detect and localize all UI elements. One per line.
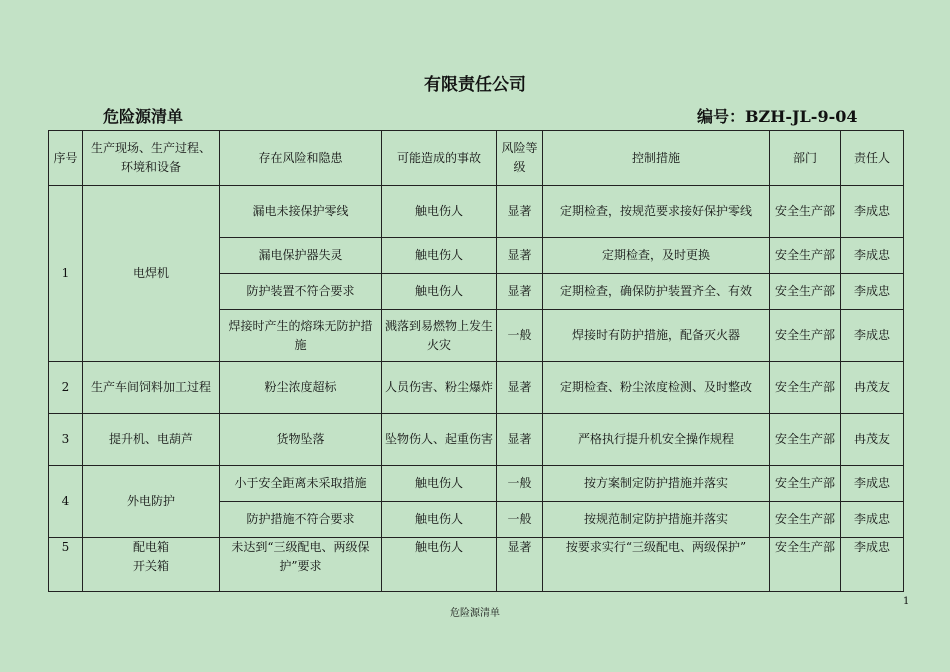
document-code xyxy=(697,104,857,127)
cell-owner: 冉茂友 xyxy=(841,414,904,466)
cell-owner: 李成忠 xyxy=(841,186,904,238)
cell-dept: 安全生产部 xyxy=(770,538,841,592)
cell-risk: 粉尘浓度超标 xyxy=(220,362,382,414)
cell-dept: 安全生产部 xyxy=(770,502,841,538)
cell-dept: 安全生产部 xyxy=(770,414,841,466)
company-name: 有限责任公司 xyxy=(424,75,526,95)
cell-owner: 李成忠 xyxy=(841,538,904,592)
header-seq: 序号 xyxy=(49,131,83,186)
cell-control: 定期检查，及时更换 xyxy=(543,238,770,274)
cell-control: 按方案制定防护措施并落实 xyxy=(543,466,770,502)
table-row xyxy=(49,414,904,466)
cell-risk: 焊接时产生的熔珠无防护措施 xyxy=(220,310,382,362)
cell-site xyxy=(83,538,220,592)
header-accident: 可能造成的事故 xyxy=(382,131,497,186)
cell-accident: 触电伤人 xyxy=(382,466,497,502)
cell-control: 按规范制定防护措施并落实 xyxy=(543,502,770,538)
page-footer: 危险源清单 xyxy=(450,608,500,619)
cell-seq: 1 xyxy=(49,186,83,362)
cell-dept: 安全生产部 xyxy=(770,274,841,310)
cell-dept: 安全生产部 xyxy=(770,238,841,274)
cell-seq: 3 xyxy=(49,414,83,466)
header-risk: 存在风险和隐患 xyxy=(220,131,382,186)
header-dept: 部门 xyxy=(770,131,841,186)
page-number: 1 xyxy=(903,596,910,607)
cell-accident: 触电伤人 xyxy=(382,238,497,274)
cell-level: 一般 xyxy=(497,502,543,538)
cell-accident: 触电伤人 xyxy=(382,538,497,592)
table-header-row xyxy=(49,131,904,186)
cell-control: 焊接时有防护措施，配备灭火器 xyxy=(543,310,770,362)
cell-level: 显著 xyxy=(497,362,543,414)
cell-dept: 安全生产部 xyxy=(770,362,841,414)
cell-level: 显著 xyxy=(497,238,543,274)
cell-risk: 防护措施不符合要求 xyxy=(220,502,382,538)
cell-site: 外电防护 xyxy=(83,466,220,538)
cell-accident: 触电伤人 xyxy=(382,274,497,310)
header-control: 控制措施 xyxy=(543,131,770,186)
cell-level: 显著 xyxy=(497,414,543,466)
cell-risk: 防护装置不符合要求 xyxy=(220,274,382,310)
cell-control: 严格执行提升机安全操作规程 xyxy=(543,414,770,466)
cell-owner: 李成忠 xyxy=(841,502,904,538)
hazard-table xyxy=(48,130,904,592)
cell-level: 显著 xyxy=(497,186,543,238)
cell-risk: 未达到“三级配电、两级保护”要求 xyxy=(220,538,382,592)
cell-level: 显著 xyxy=(497,274,543,310)
table-row xyxy=(49,186,904,238)
cell-seq: 4 xyxy=(49,466,83,538)
cell-seq: 2 xyxy=(49,362,83,414)
cell-accident: 触电伤人 xyxy=(382,502,497,538)
cell-control: 定期检查、粉尘浓度检测、及时整改 xyxy=(543,362,770,414)
cell-accident: 触电伤人 xyxy=(382,186,497,238)
cell-accident: 人员伤害、粉尘爆炸 xyxy=(382,362,497,414)
cell-control: 定期检查，确保防护装置齐全、有效 xyxy=(543,274,770,310)
document-title: 危险源清单 xyxy=(103,107,184,126)
cell-accident: 溅落到易燃物上发生火灾 xyxy=(382,310,497,362)
document-code-value: BZH-JL-9-04 xyxy=(745,107,858,126)
table-row xyxy=(49,538,904,592)
cell-control: 按要求实行“三级配电、两级保护” xyxy=(543,538,770,592)
cell-level: 一般 xyxy=(497,310,543,362)
cell-owner: 冉茂友 xyxy=(841,362,904,414)
cell-owner: 李成忠 xyxy=(841,238,904,274)
cell-dept: 安全生产部 xyxy=(770,466,841,502)
table-row xyxy=(49,362,904,414)
cell-owner: 李成忠 xyxy=(841,310,904,362)
cell-risk: 小于安全距离未采取措施 xyxy=(220,466,382,502)
cell-dept: 安全生产部 xyxy=(770,310,841,362)
cell-level: 一般 xyxy=(497,466,543,502)
cell-site-line1: 配电箱 xyxy=(132,540,169,554)
cell-seq: 5 xyxy=(49,538,83,592)
table-row xyxy=(49,466,904,502)
cell-site: 提升机、电葫芦 xyxy=(83,414,220,466)
cell-risk: 货物坠落 xyxy=(220,414,382,466)
cell-control: 定期检查，按规范要求接好保护零线 xyxy=(543,186,770,238)
cell-dept: 安全生产部 xyxy=(770,186,841,238)
cell-site-line2: 开关箱 xyxy=(132,558,169,573)
cell-site: 生产车间饲料加工过程 xyxy=(83,362,220,414)
cell-owner: 李成忠 xyxy=(841,466,904,502)
cell-risk: 漏电保护器失灵 xyxy=(220,238,382,274)
cell-risk: 漏电未接保护零线 xyxy=(220,186,382,238)
cell-accident: 坠物伤人、起重伤害 xyxy=(382,414,497,466)
cell-owner: 李成忠 xyxy=(841,274,904,310)
header-owner: 责任人 xyxy=(841,131,904,186)
document-code-label: 编号： xyxy=(697,107,746,126)
cell-level: 显著 xyxy=(497,538,543,592)
header-level: 风险等级 xyxy=(497,131,543,186)
header-site: 生产现场、生产过程、环境和设备 xyxy=(83,131,220,186)
cell-site: 电焊机 xyxy=(83,186,220,362)
